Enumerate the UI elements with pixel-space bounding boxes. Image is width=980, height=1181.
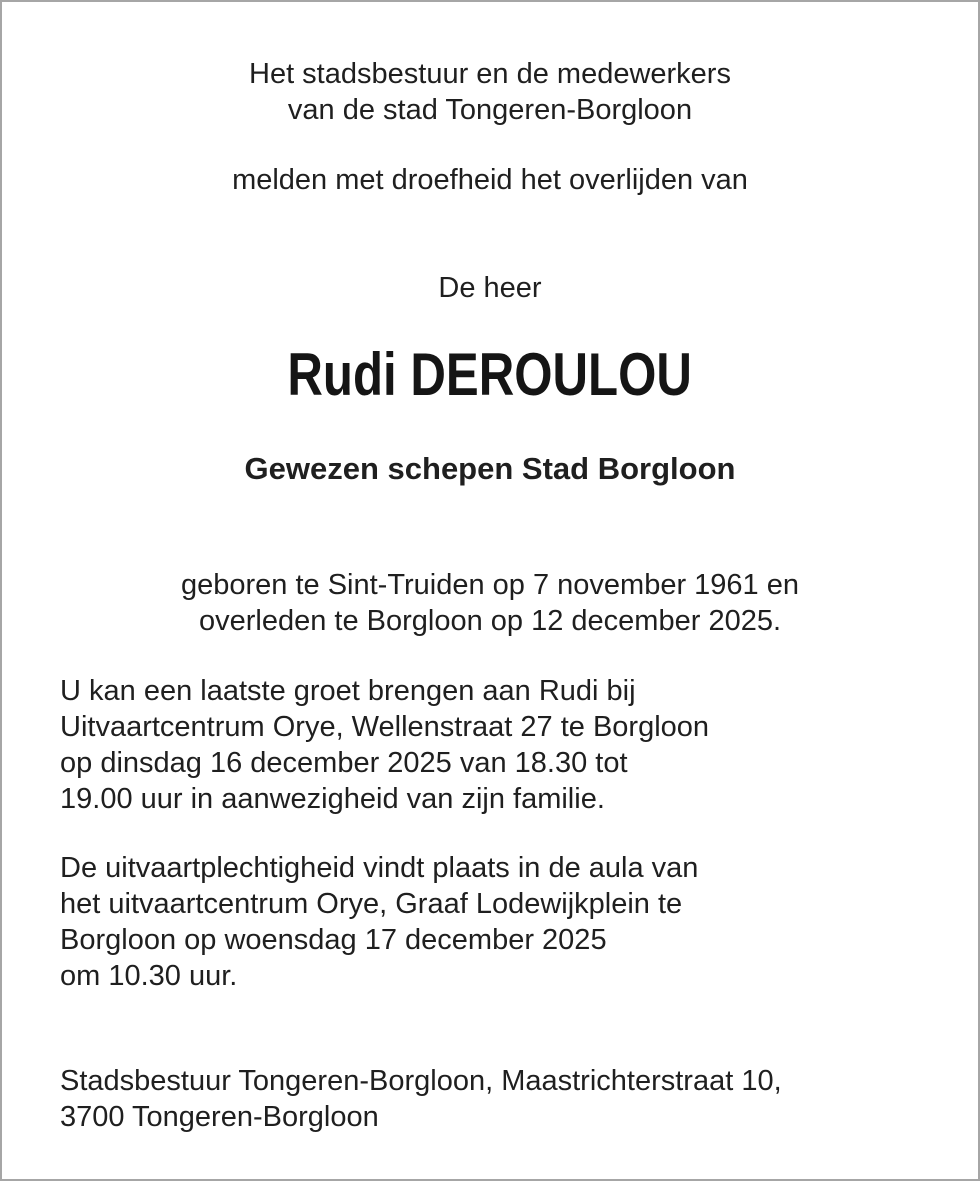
ceremony-line: het uitvaartcentrum Orye, Graaf Lodewijkplein te [60, 888, 683, 920]
ceremony-line: De uitvaartplechtigheid vindt plaats in de aula van [60, 852, 699, 884]
farewell-line: Uitvaartcentrum Orye, Wellenstraat 27 te Borgloon [60, 711, 710, 743]
deceased-name [2, 340, 978, 410]
farewell-line: 19.00 uur in aanwezigheid van zijn familie. [60, 783, 605, 815]
header-line-2: van de stad Tongeren-Borgloon [287, 94, 693, 126]
announcement: melden met droefheid het overlijden van [232, 164, 748, 196]
farewell-line: op dinsdag 16 december 2025 van 18.30 tot [60, 747, 628, 779]
farewell-line: U kan een laatste groet brengen aan Rudi bij [60, 675, 636, 707]
ceremony-line: om 10.30 uur. [60, 960, 238, 992]
deceased-name-text: Rudi DEROULOU [287, 341, 693, 408]
birth-line: geboren te Sint-Truiden op 7 november 1961 en [180, 569, 799, 601]
footer-address-line: 3700 Tongeren-Borgloon [60, 1101, 379, 1133]
death-line: overleden te Borgloon op 12 december 2025. [198, 605, 782, 637]
ceremony-line: Borgloon op woensdag 17 december 2025 [60, 924, 607, 956]
header-line-1: Het stadsbestuur en de medewerkers [249, 58, 731, 90]
footer-address-line: Stadsbestuur Tongeren-Borgloon, Maastrichterstraat 10, [60, 1065, 782, 1097]
salutation: De heer [438, 272, 542, 304]
former-function: Gewezen schepen Stad Borgloon [244, 451, 736, 486]
